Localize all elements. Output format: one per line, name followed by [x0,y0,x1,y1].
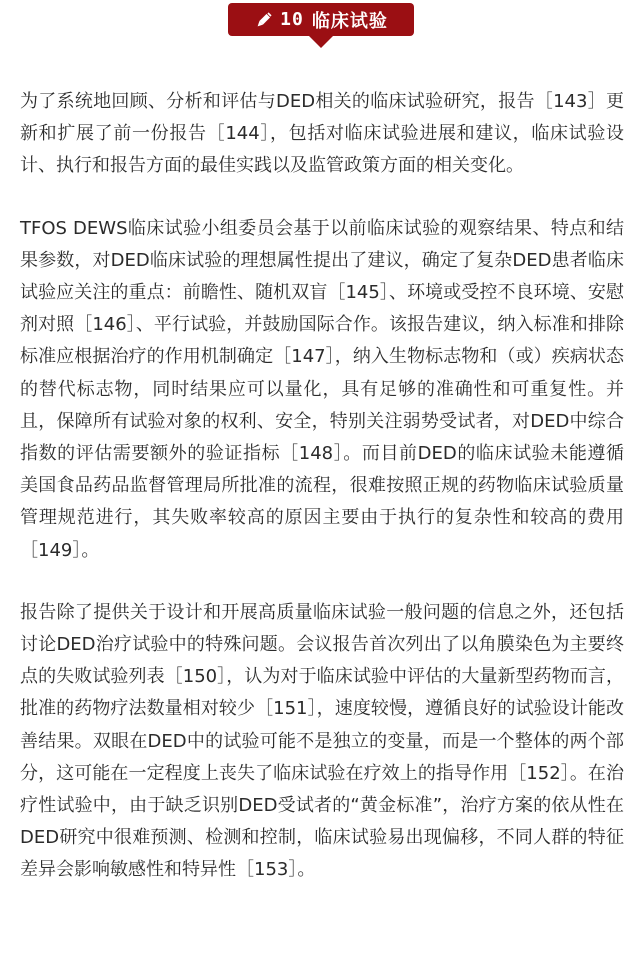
paragraph-2: TFOS DEWS临床试验小组委员会基于以前临床试验的观察结果、特点和结果参数，对DED临床试验的理想属性提出了建议，确定了复杂DED患者临床试验应关注的重点：前瞻性、随机双盲［145］、环境或受控不良环境、安慰剂对照［146］、平行试验，并鼓励国际合作。该报告建议，纳入标准和排除标准应根据治疗的作用机制确定［147］，纳入生物标志物和（或）疾病状态的替代标志物，同时结果应可以量化，具有足够的准确性和可重复性。并且，保障所有试验对象的权利、安全，特别关注弱势受试者，对DED中综合指数的评估需要额外的验证指标［148］。而目前DED的临床试验未能遵循美国食品药品监督管理局所批准的流程，很难按照正规的药物临床试验质量管理规范进行，其失败率较高的原因主要由于执行的复杂性和较高的费用［149］。 [20,217,624,561]
pencil-icon [254,10,274,30]
section-title: 临床试验 [311,10,388,32]
badge-pointer [309,36,333,48]
paragraph-1: 为了系统地回顾、分析和评估与DED相关的临床试验研究，报告［143］更新和扩展了前一份报告［144］，包括对临床试验进展和建议，临床试验设计、执行和报告方面的最佳实践以及监管政策方面的相关变化。 [20,91,624,177]
section-heading [228,3,414,36]
article-body [20,86,624,917]
section-number: 10 [280,9,304,30]
section-heading-badge [228,3,414,49]
paragraph-3: 报告除了提供关于设计和开展高质量临床试验一般问题的信息之外，还包括讨论DED治疗试验中的特殊问题。会议报告首次列出了以角膜染色为主要终点的失败试验列表［150］，认为对于临床试验中评估的大量新型药物而言，批准的药物疗法数量相对较少［151］，速度较慢，遵循良好的试验设计能改善结果。双眼在DED中的试验可能不是独立的变量，而是一个整体的两个部分，这可能在一定程度上丧失了临床试验在疗效上的指导作用［152］。在治疗性试验中，由于缺乏识别DED受试者的“黄金标准”，治疗方案的依从性在DED研究中很难预测、检测和控制，临床试验易出现偏移，不同人群的特征差异会影响敏感性和特异性［153］。 [20,601,624,881]
